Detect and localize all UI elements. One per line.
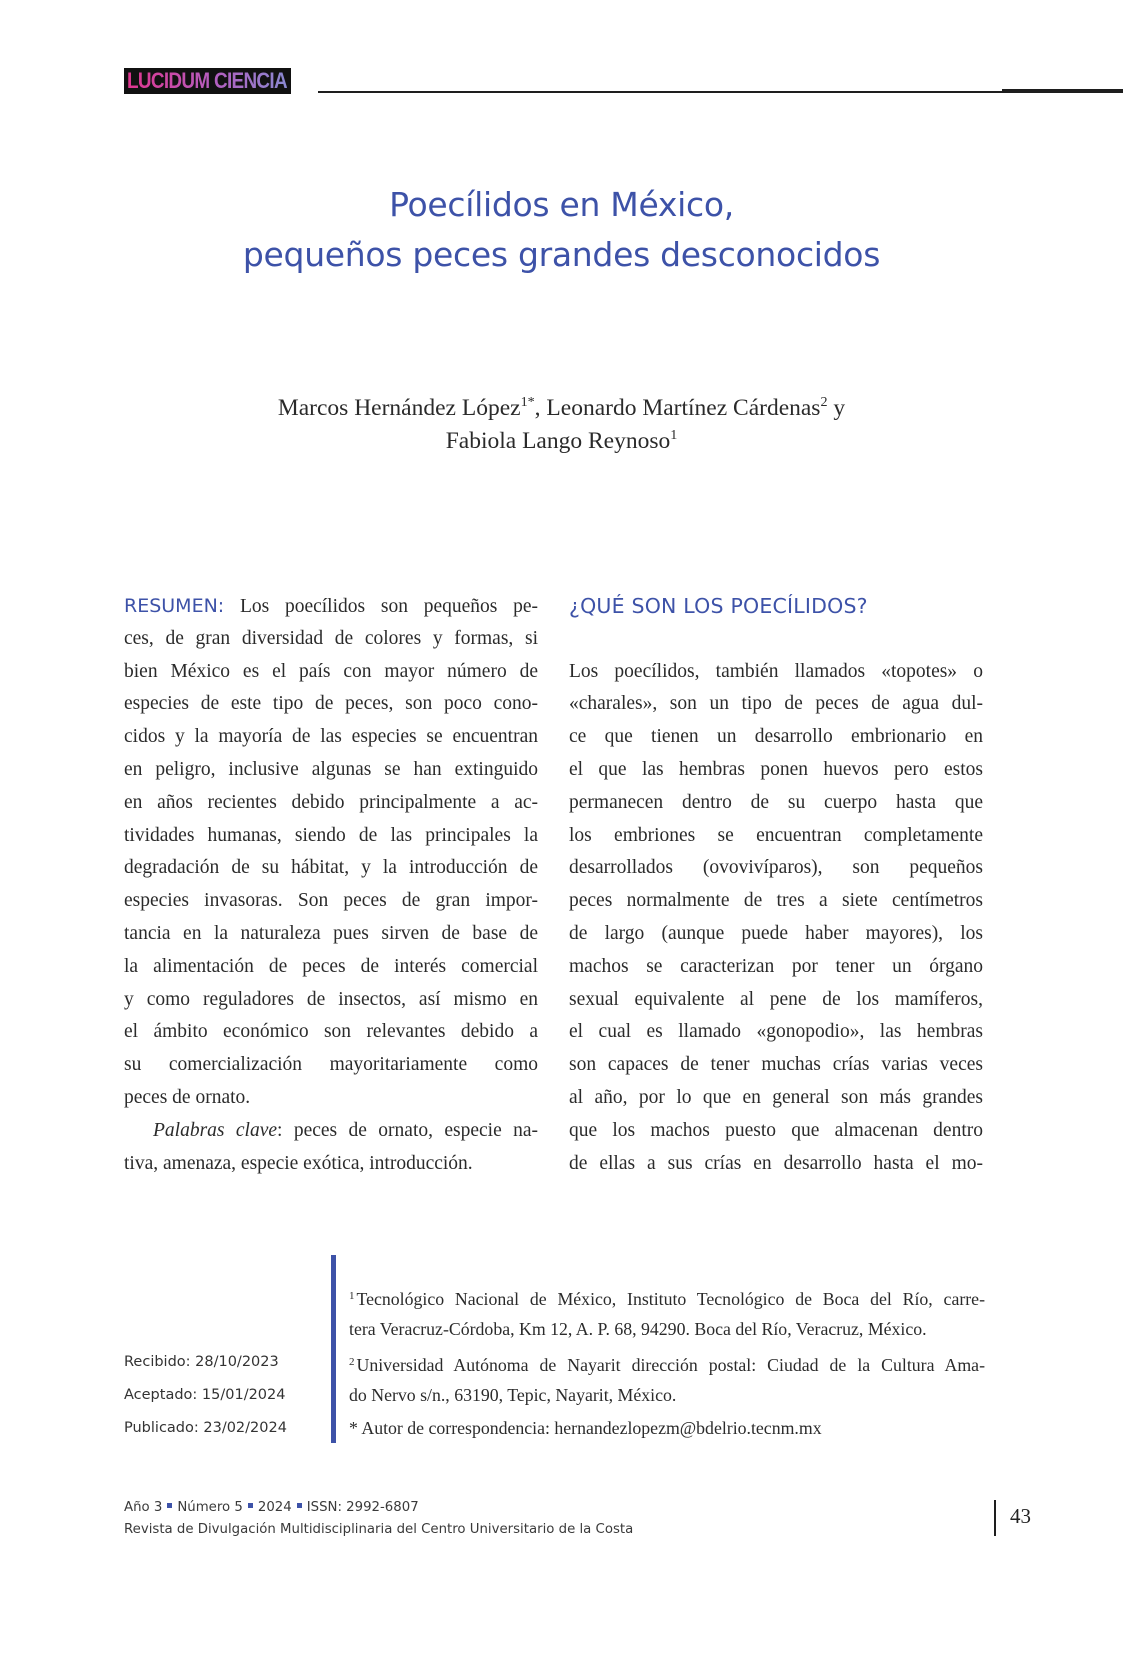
abstract-line: tividades humanas, siendo de las principales la xyxy=(124,824,538,846)
footnote-accent-bar xyxy=(331,1255,336,1443)
footnotes xyxy=(349,1280,985,1445)
section-line: son capaces de tener muchas crías varias veces xyxy=(569,1054,983,1076)
section-line: peces normalmente de tres a siete centímetros xyxy=(569,890,983,912)
section-line: los embriones se encuentran completamente xyxy=(569,824,983,846)
footnote-affiliation-1 xyxy=(349,1280,985,1313)
keywords-line: tiva, amenaza, especie exótica, introducción. xyxy=(124,1152,473,1174)
abstract-line: ces, de gran diversidad de colores y formas, si xyxy=(124,627,538,649)
author-list xyxy=(0,392,1123,458)
abstract-line: el ámbito económico son relevantes debido a xyxy=(124,1021,538,1043)
keywords-line xyxy=(124,1115,538,1148)
abstract-line: su comercialización mayoritariamente como xyxy=(124,1054,538,1076)
abstract-line: en años recientes debido principalmente a ac- xyxy=(124,791,538,813)
square-bullet-icon xyxy=(297,1503,302,1508)
article-title xyxy=(0,180,1123,280)
author-name: Fabiola Lango Reynoso xyxy=(445,428,671,454)
footer-issue: Número 5 xyxy=(177,1500,243,1515)
author-separator: , xyxy=(534,395,541,421)
keywords-text: : peces de ornato, especie na- xyxy=(277,1119,539,1141)
abstract-line: especies de este tipo de peces, son poco cono- xyxy=(124,693,538,715)
footnote-affiliation-2 xyxy=(349,1346,985,1379)
section-line: ce que tienen un desarrollo embrionario en xyxy=(569,726,983,748)
date-accepted: Aceptado: 15/01/2024 xyxy=(124,1387,286,1403)
author-conjunction: y xyxy=(833,395,846,421)
page-number-rule xyxy=(994,1500,996,1536)
section-line: sexual equivalente al pene de los mamíferos, xyxy=(569,988,983,1010)
author-affiliation-mark: 1 xyxy=(670,427,678,444)
square-bullet-icon xyxy=(248,1503,253,1508)
abstract-text: Los poecílidos son pequeños pe- xyxy=(239,596,539,617)
section-line: machos se caracterizan por tener un órgano xyxy=(569,955,983,977)
section-line: el cual es llamado «gonopodio», las hembras xyxy=(569,1021,983,1043)
abstract-line: tancia en la naturaleza pues sirven de base de xyxy=(124,922,538,944)
journal-brand-badge xyxy=(124,68,291,94)
footer-issn: ISSN: 2992-6807 xyxy=(306,1500,419,1515)
authors-line-2 xyxy=(0,425,1123,458)
section-heading: ¿QUÉ SON LOS POECÍLIDOS? xyxy=(569,594,868,618)
author-affiliation-mark: 2 xyxy=(820,394,828,411)
abstract-column xyxy=(124,590,538,1180)
abstract-line xyxy=(124,590,538,623)
footer-year: Año 3 xyxy=(124,1500,163,1515)
abstract-line: bien México es el país con mayor número de xyxy=(124,660,538,682)
footnote-correspondence: * Autor de correspondencia: hernandezlopezm@bdelrio.tecnm.mx xyxy=(349,1418,822,1438)
footnote-affiliation-2-cont: do Nervo s/n., 63190, Tepic, Nayarit, México. xyxy=(349,1385,677,1405)
footnote-affiliation-1-cont: tera Veracruz-Córdoba, Km 12, A. P. 68, 94290. Boca del Río, Veracruz, México. xyxy=(349,1319,927,1339)
publication-dates xyxy=(124,1346,287,1445)
section-line: «charales», son un tipo de peces de agua dul- xyxy=(569,693,983,715)
abstract-line: especies invasoras. Son peces de gran impor- xyxy=(124,890,538,912)
section-line: que los machos puesto que almacenan dentro xyxy=(569,1119,983,1141)
abstract-line: peces de ornato. xyxy=(124,1086,251,1108)
abstract-line: cidos y la mayoría de las especies se encuentran xyxy=(124,726,538,748)
author-name: Marcos Hernández López xyxy=(277,395,521,421)
abstract-line: y como reguladores de insectos, así mismo en xyxy=(124,988,538,1010)
keywords-label: Palabras clave xyxy=(153,1119,278,1141)
footer-pub-year: 2024 xyxy=(257,1500,292,1515)
section-line: de ellas a sus crías en desarrollo hasta el mo- xyxy=(569,1152,983,1174)
footer-issue-line xyxy=(124,1497,633,1519)
section-line: permanecen dentro de su cuerpo hasta que xyxy=(569,791,983,813)
abstract-line: en peligro, inclusive algunas se han extinguido xyxy=(124,758,538,780)
section-line: al año, por lo que en general son más grandes xyxy=(569,1086,983,1108)
title-line-1: Poecílidos en México, xyxy=(389,185,734,224)
section-column xyxy=(569,590,983,1180)
footnote-text: Universidad Autónoma de Nayarit dirección postal: Ciudad de la Cultura Ama- xyxy=(356,1355,985,1375)
header-rule-accent xyxy=(1002,89,1123,93)
authors-line-1 xyxy=(0,392,1123,425)
section-line: el que las hembras ponen huevos pero estos xyxy=(569,758,983,780)
author-name: Leonardo Martínez Cárdenas xyxy=(546,395,821,421)
title-line-2: pequeños peces grandes desconocidos xyxy=(242,235,881,274)
square-bullet-icon xyxy=(167,1503,172,1508)
abstract-line: degradación de su hábitat, y la introducción de xyxy=(124,857,538,879)
section-line: Los poecílidos, también llamados «topotes» o xyxy=(569,660,983,682)
footer-journal-name: Revista de Divulgación Multidisciplinaria del Centro Universitario de la Costa xyxy=(124,1522,634,1537)
footnote-text: Tecnológico Nacional de México, Instituto Tecnológico de Boca del Río, carre- xyxy=(356,1289,985,1309)
footer-journal-info xyxy=(124,1497,633,1541)
footnote-mark: 1 xyxy=(349,1290,355,1302)
journal-brand-text: LUCIDUM CIENCIA xyxy=(127,68,287,93)
author-affiliation-mark: 1* xyxy=(520,394,535,411)
abstract-line: la alimentación de peces de interés comercial xyxy=(124,955,538,977)
footnote-mark: 2 xyxy=(349,1356,355,1368)
abstract-label: RESUMEN: xyxy=(124,595,225,617)
section-line: de largo (aunque puede haber mayores), los xyxy=(569,922,983,944)
date-received: Recibido: 28/10/2023 xyxy=(124,1354,279,1370)
date-published: Publicado: 23/02/2024 xyxy=(124,1420,287,1436)
header-rule xyxy=(318,91,1018,93)
section-line: desarrollados (ovovivíparos), son pequeños xyxy=(569,857,983,879)
section-spacer xyxy=(569,623,983,656)
page-number: 43 xyxy=(1010,1504,1031,1528)
